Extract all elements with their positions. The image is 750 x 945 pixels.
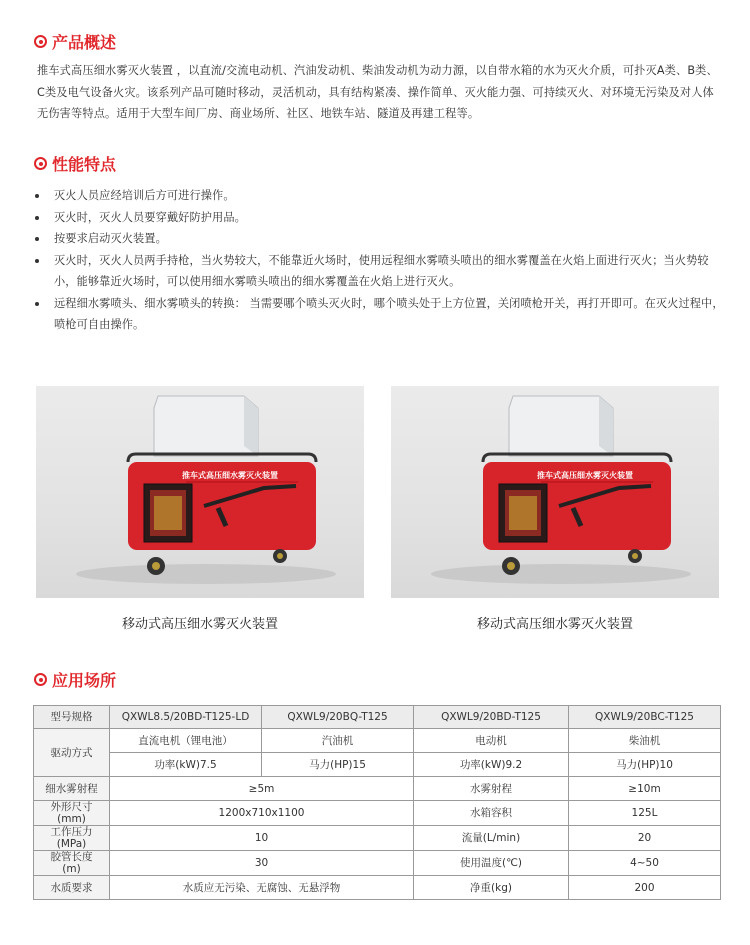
fire-cart-illustration [391, 386, 719, 598]
table-row [34, 729, 721, 753]
table-cell: 200 [569, 876, 721, 900]
table-cell: 水质应无污染、无腐蚀、无悬浮物 [110, 876, 414, 900]
table-cell: 汽油机 [262, 729, 414, 753]
list-item-text: 灭火时，灭火人员两手持枪，当火势较大，不能靠近火场时，使用远程细水雾喷头喷出的细水雾覆盖在火焰上面进行灭火；当火势较小，能够靠近火场时，可以使用细水雾喷头喷出的细水雾覆盖在火焰上进行灭火。 [54, 253, 709, 288]
list-item [28, 207, 728, 229]
section-title-application [34, 668, 116, 691]
table-cell: 马力(HP)10 [569, 753, 721, 777]
table-cell: 驱动方式 [34, 729, 110, 777]
list-item [28, 185, 728, 207]
table-cell: 马力(HP)15 [262, 753, 414, 777]
table-cell: 1200x710x1100 [110, 801, 414, 826]
table-cell: QXWL9/20BQ-T125 [262, 706, 414, 729]
list-item-text: 按要求启动灭火装置。 [54, 232, 167, 245]
table-cell: 125L [569, 801, 721, 826]
table-cell: ≥10m [569, 777, 721, 801]
table-row [34, 851, 721, 876]
table-cell: 电动机 [414, 729, 569, 753]
target-icon [34, 35, 47, 48]
table-cell: 使用温度(℃) [414, 851, 569, 876]
table-cell: 柴油机 [569, 729, 721, 753]
section-title-overview [34, 30, 116, 53]
product-photo [36, 386, 364, 598]
table-cell: 净重(kg) [414, 876, 569, 900]
table-row [34, 801, 721, 826]
table-row [34, 753, 721, 777]
photo-caption: 移动式高压细水雾灭火装置 [476, 617, 633, 632]
table-cell: 型号规格 [34, 706, 110, 729]
target-icon [34, 673, 47, 686]
product-photo [391, 386, 719, 598]
list-item [28, 228, 728, 250]
bullet-icon [35, 194, 39, 198]
spec-table [33, 705, 721, 900]
bullet-icon [35, 259, 39, 263]
features-list [28, 185, 728, 336]
list-item-text: 远程细水雾喷头、细水雾喷头的转换： 当需要哪个喷头灭火时，哪个喷头处于上方位置，关闭喷枪开关，再打开即可。在灭火过程中，喷枪可自由操作。 [54, 296, 724, 331]
table-cell: 工作压力 (MPa) [34, 826, 110, 851]
overview-paragraph: 推车式高压细水雾灭火装置 ，以直流/交流电动机、汽油发动机、柴油发动机为动力源，以自带水箱的水为灭火介质，可扑灭A类、B类、C类及电气设备火灾。该系列产品可随时移动，灵活机动，具有结构紧凑、操作简单、灭火能力强、可持续灭火、对环境无污染及对人体无伤害等特点。适用于大型车间厂房、商业场所、社区、地铁车站、隧道及再建工程等。 [37, 64, 718, 120]
table-cell: 外形尺寸 (mm) [34, 801, 110, 826]
table-cell: 10 [110, 826, 414, 851]
section-title-text: 应用场所 [52, 671, 117, 690]
fire-cart-illustration [36, 386, 364, 598]
panel-label: 推车式高压细水雾灭火装置 [537, 471, 633, 480]
table-cell: QXWL8.5/20BD-T125-LD [110, 706, 262, 729]
table-cell: 流量(L/min) [414, 826, 569, 851]
section-title-text: 性能特点 [52, 155, 117, 174]
table-cell: 30 [110, 851, 414, 876]
table-cell: 20 [569, 826, 721, 851]
section-title-text: 产品概述 [52, 33, 117, 52]
table-cell: 胶管长度 (m) [34, 851, 110, 876]
list-item-text: 灭火人员应经培训后方可进行操作。 [54, 189, 235, 202]
panel-label: 推车式高压细水雾灭火装置 [182, 471, 278, 480]
list-item [28, 250, 728, 293]
list-item-text: 灭火时，灭火人员要穿戴好防护用品。 [54, 210, 246, 224]
table-cell: QXWL9/20BC-T125 [569, 706, 721, 729]
section-title-features [34, 152, 116, 175]
table-row [34, 826, 721, 851]
table-cell: 水雾射程 [414, 777, 569, 801]
table-cell: 细水雾射程 [34, 777, 110, 801]
table-cell: 4~50 [569, 851, 721, 876]
bullet-icon [35, 302, 39, 306]
table-row [34, 876, 721, 900]
table-cell: 直流电机（锂电池） [110, 729, 262, 753]
table-cell: ≥5m [110, 777, 414, 801]
target-icon [34, 157, 47, 170]
bullet-icon [35, 237, 39, 241]
list-item [28, 293, 728, 336]
table-cell: 功率(kW)7.5 [110, 753, 262, 777]
table-row [34, 777, 721, 801]
table-cell: 水箱容积 [414, 801, 569, 826]
table-cell: 水质要求 [34, 876, 110, 900]
bullet-icon [35, 216, 39, 220]
table-cell: QXWL9/20BD-T125 [414, 706, 569, 729]
table-cell: 功率(kW)9.2 [414, 753, 569, 777]
photo-caption: 移动式高压细水雾灭火装置 [121, 617, 278, 632]
table-header-row [34, 706, 721, 729]
